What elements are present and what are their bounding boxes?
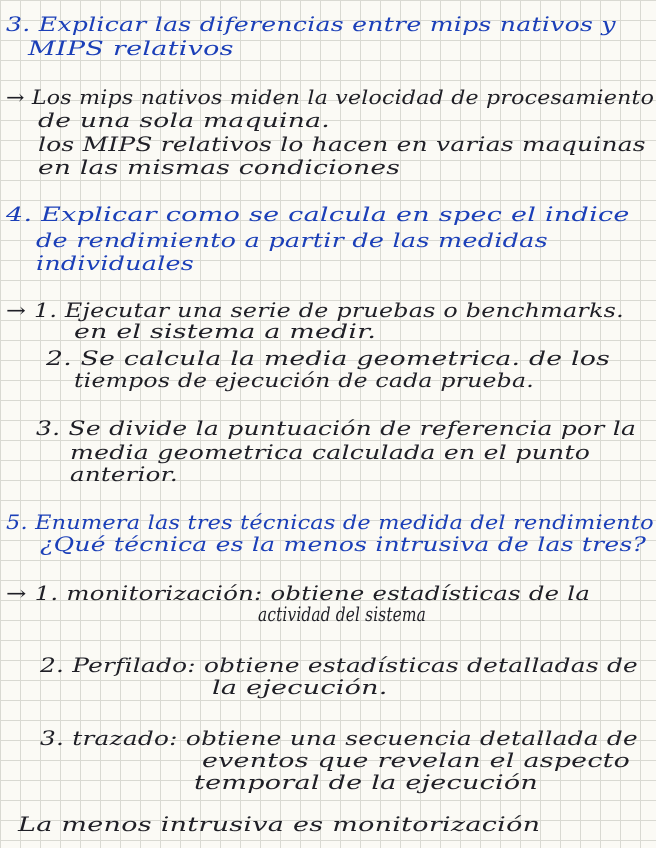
q3-prompt-line-1: 3. Explicar las diferencias entre mips nativos y [6,12,616,36]
q3-answer-line-3: los MIPS relativos lo hacen en varias maquinas [38,132,646,156]
q4-prompt-line-2: de rendimiento a partir de las medidas [36,228,548,252]
q4-answer-line-7: anterior. [70,462,178,486]
q5-answer-line-4: la ejecución. [212,675,388,699]
q4-prompt-line-3: individuales [36,251,194,275]
q5-conclusion-line: La menos intrusiva es monitorización [18,812,541,836]
q5-answer-line-5: 3. trazado: obtiene una secuencia detallada de [40,726,638,750]
q3-prompt-line-2: MIPS relativos [28,36,234,60]
q4-answer-line-4: tiempos de ejecución de cada prueba. [74,368,534,392]
q3-answer-line-2: de una sola maquina. [38,108,330,132]
q5-answer-line-3: 2. Perfilado: obtiene estadísticas detalladas de [40,653,638,677]
q5-answer-line-6: eventos que revelan el aspecto [202,748,631,772]
q5-answer-line-7: temporal de la ejecución [194,770,539,794]
q4-answer-line-1: → 1. Ejecutar una serie de pruebas o benchmarks. [6,298,624,322]
q3-answer-line-1: → Los mips nativos miden la velocidad de procesamiento [6,85,655,109]
q4-answer-line-2: en el sistema a medir. [74,319,377,343]
q5-answer-line-2: actividad del sistema [258,602,426,626]
q4-answer-line-3: 2. Se calcula la media geometrica. de los [46,346,611,370]
q5-answer-line-1: → 1. monitorización: obtiene estadísticas de la [6,581,591,605]
q4-prompt-line-1: 4. Explicar como se calcula en spec el indice [6,202,630,226]
q5-prompt-line-1: 5. Enumera las tres técnicas de medida del rendimiento [6,510,654,534]
q3-answer-line-4: en las mismas condiciones [38,155,401,179]
q4-answer-line-6: media geometrica calculada en el punto [70,440,591,464]
q4-answer-line-5: 3. Se divide la puntuación de referencia por la [36,416,637,440]
q5-prompt-line-2: ¿Qué técnica es la menos intrusiva de las tres? [40,532,647,556]
